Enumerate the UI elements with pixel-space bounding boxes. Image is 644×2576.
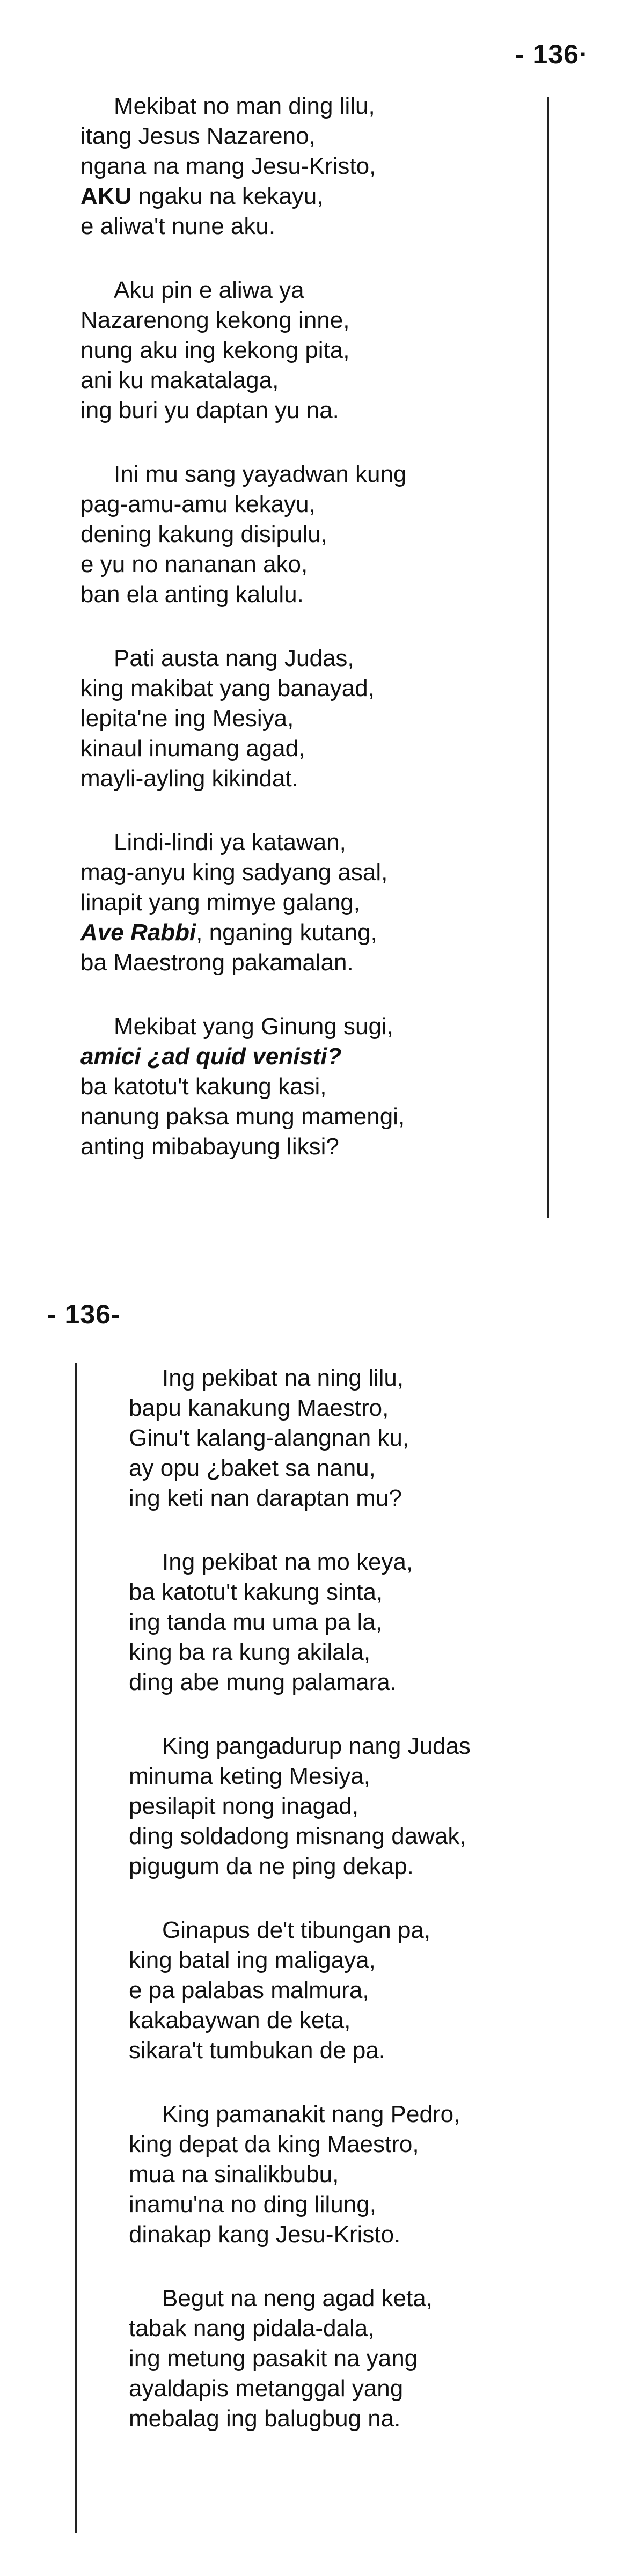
verse-line: bapu kanakung Maestro, (129, 1395, 389, 1421)
verse-line: linapit yang mimye galang, (80, 889, 360, 916)
verse-line: mua na sinalikbubu, (129, 2161, 339, 2187)
stanza-12 (129, 2284, 601, 2434)
verse-line: Mekibat no man ding lilu, (114, 93, 375, 119)
verse-line: sikara't tumbukan de pa. (129, 2037, 386, 2063)
verse-line: Ing pekibat na ning lilu, (162, 1365, 404, 1391)
verse-line: king depat da king Maestro, (129, 2131, 419, 2157)
stanza-3 (80, 459, 537, 610)
verse-line-rest: ngaku na kekayu, (138, 183, 324, 209)
bottom-page (0, 1288, 644, 2576)
verse-line: pag-amu-amu kekayu, (80, 491, 316, 517)
verse-line: Ing pekibat na mo keya, (162, 1549, 413, 1575)
emphasized-word: AKU (80, 183, 132, 209)
verse-line: dening kakung disipulu, (80, 521, 327, 547)
verse-line: Pati austa nang Judas, (114, 645, 354, 671)
verse-line: pigugum da ne ping dekap. (129, 1853, 414, 1879)
verse-line: itang Jesus Nazareno, (80, 123, 316, 149)
verse-line: King pamanakit nang Pedro, (162, 2101, 460, 2127)
verse-line: kinaul inumang agad, (80, 735, 305, 762)
verse-line: mag-anyu king sadyang asal, (80, 859, 388, 885)
verse-line: Aku pin e aliwa ya (114, 277, 304, 303)
stanza-1 (80, 91, 537, 241)
verse-line: Begut na neng agad keta, (162, 2285, 433, 2311)
verse-line: ani ku makatalaga, (80, 367, 279, 393)
stanza-4 (80, 643, 537, 794)
verse-line: ing keti nan daraptan mu? (129, 1485, 402, 1511)
verse-line: ba Maestrong pakamalan. (80, 949, 354, 976)
stanza-7 (129, 1363, 601, 1513)
verse-line: lepita'ne ing Mesiya, (80, 705, 294, 731)
verse-line: ding abe mung palamara. (129, 1669, 397, 1695)
verse-line: ay opu ¿baket sa nanu, (129, 1455, 376, 1481)
verse-line: nung aku ing kekong pita, (80, 337, 350, 363)
verse-line: e yu no nananan ako, (80, 551, 308, 577)
verse-line: e aliwa't nune aku. (80, 213, 276, 239)
emphasized-phrase: Ave Rabbi (80, 919, 196, 946)
verse-line: mebalag ing balugbug na. (129, 2405, 401, 2432)
verse-line: king batal ing maligaya, (129, 1947, 376, 1973)
verse-line: mayli-ayling kikindat. (80, 765, 298, 792)
stanza-9 (129, 1731, 601, 1882)
verse-line: ba katotu't kakung sinta, (129, 1579, 383, 1605)
verse-line-rest: , nganing kutang, (196, 919, 377, 946)
poem-column-bottom (129, 1363, 601, 2468)
verse-line: ing tanda mu uma pa la, (129, 1609, 383, 1635)
column-rule-bottom (75, 1363, 77, 2533)
page-number-bottom: - 136- (47, 1299, 121, 1329)
page-number-top: - 136· (515, 39, 589, 69)
verse-line: e pa palabas malmura, (129, 1977, 369, 2003)
verse-line: ban ela anting kalulu. (80, 581, 304, 608)
verse-line: kakabaywan de keta, (129, 2007, 351, 2033)
verse-line: king makibat yang banayad, (80, 675, 375, 701)
verse-line-with-emphasis (80, 181, 537, 211)
stanza-10 (129, 1915, 601, 2066)
verse-line: Ini mu sang yayadwan kung (114, 461, 407, 487)
stanza-8 (129, 1547, 601, 1697)
stanza-11 (129, 2099, 601, 2250)
verse-line: Ginu't kalang-alangnan ku, (129, 1425, 409, 1451)
verse-line: minuma keting Mesiya, (129, 1763, 370, 1789)
verse-line: Nazarenong kekong inne, (80, 307, 350, 333)
verse-line: king ba ra kung akilala, (129, 1639, 371, 1665)
poem-column-top (80, 91, 537, 1196)
verse-line: dinakap kang Jesu-Kristo. (129, 2221, 401, 2248)
verse-line: ba katotu't kakung kasi, (80, 1073, 327, 1100)
verse-line: ing buri yu daptan yu na. (80, 397, 339, 423)
stanza-2 (80, 275, 537, 426)
stanza-5 (80, 828, 537, 978)
verse-line: ding soldadong misnang dawak, (129, 1823, 466, 1849)
verse-line: Ginapus de't tibungan pa, (162, 1917, 431, 1943)
verse-line: ing metung pasakit na yang (129, 2345, 418, 2372)
verse-line-with-emphasis (80, 918, 537, 948)
verse-line: ngana na mang Jesu-Kristo, (80, 153, 376, 179)
verse-line: inamu'na no ding lilung, (129, 2191, 376, 2218)
verse-line: tabak nang pidala-dala, (129, 2315, 375, 2341)
latin-verse-line: amici ¿ad quid venisti? (80, 1043, 342, 1070)
verse-line: Lindi-lindi ya katawan, (114, 829, 346, 855)
column-rule-top (547, 97, 549, 1218)
verse-line: anting mibabayung liksi? (80, 1133, 339, 1160)
verse-line: King pangadurup nang Judas (162, 1733, 471, 1759)
verse-line: nanung paksa mung mamengi, (80, 1103, 405, 1130)
stanza-6 (80, 1012, 537, 1162)
verse-line: Mekibat yang Ginung sugi, (114, 1013, 393, 1040)
verse-line: pesilapit nong inagad, (129, 1793, 359, 1819)
verse-line: ayaldapis metanggal yang (129, 2375, 404, 2402)
